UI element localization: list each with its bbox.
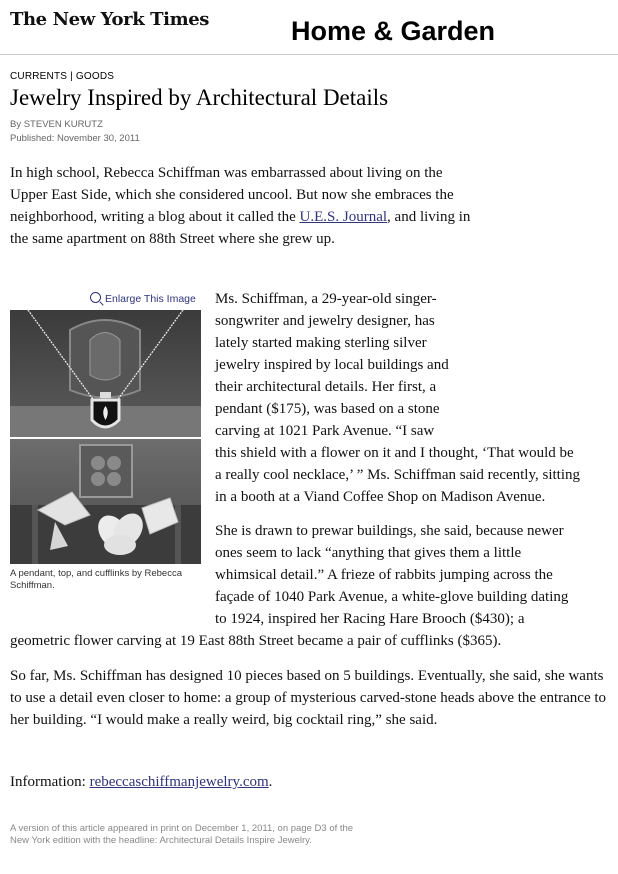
nyt-logo[interactable]: The New York Times	[10, 9, 210, 30]
article-kicker: CURRENTS | GOODS	[10, 71, 115, 82]
paragraph-line: songwriter and jewelry designer, has	[215, 313, 435, 329]
paragraph-1	[10, 162, 480, 250]
zoom-icon	[90, 292, 101, 303]
paragraph-line: their architectural details. Her first, a	[215, 379, 437, 395]
enlarge-image-link[interactable]	[90, 292, 196, 305]
paragraph-line: pendant ($175), was based on a stone	[215, 401, 440, 417]
paragraph-line: Ms. Schiffman, a 29-year-old singer-	[215, 291, 437, 307]
paragraph-line: to 1924, inspired her Racing Hare Brooch ($430); a	[215, 611, 525, 627]
paragraph-line: this shield with a flower on it and I thought, ‘That would be	[215, 445, 574, 461]
paragraph-4: So far, Ms. Schiffman has designed 10 pieces based on 5 buildings. Eventually, she said, she wants to use a detail even closer to home: a group of mysterious carved-stone heads above the entrance to her building. “I would make a really weird, big cocktail ring,” she said.	[10, 668, 607, 728]
paragraph-line: lately started making sterling silver	[215, 335, 427, 351]
paragraph-line: carving at 1021 Park Avenue. “I saw	[215, 423, 435, 439]
paragraph-line: ones seem to lack “anything that gives them a little	[215, 545, 522, 561]
photo-caption: A pendant, top, and cufflinks by Rebecca Schiffman.	[10, 568, 182, 591]
article-photo[interactable]	[10, 310, 201, 564]
print-version-note: A version of this article appeared in print on December 1, 2011, on page D3 of the New York edition with the headline: Architectural Details Inspire Jewelry.	[10, 823, 354, 846]
jewelry-site-link[interactable]: rebeccaschiffmanjewelry.com	[89, 774, 269, 790]
paragraph-line: jewelry inspired by local buildings and	[215, 357, 449, 373]
paragraph-3-tail: geometric flower carving at 19 East 88th Street became a pair of cufflinks ($365).	[10, 633, 502, 649]
paragraph-line: in a booth at a Viand Coffee Shop on Madison Avenue.	[215, 489, 546, 505]
information-label: Information:	[10, 774, 90, 790]
masthead	[0, 0, 618, 55]
paragraph-1-end: , and living in the same apartment on 88th Street where she grew up.	[10, 209, 471, 247]
paragraph-line: façade of 1040 Park Avenue, a white-glove building dating	[215, 589, 569, 605]
paragraph-line: a really cool necklace,’ ” Ms. Schiffman said recently, sitting	[215, 467, 581, 483]
section-title[interactable]: Home & Garden	[291, 16, 496, 46]
publish-date: Published: November 30, 2011	[10, 133, 140, 144]
enlarge-image-label: Enlarge This Image	[105, 293, 196, 305]
paragraph-2	[215, 288, 615, 508]
paragraph-line: whimsical detail.” A frieze of rabbits jumping across the	[215, 567, 553, 583]
paragraph-line: She is drawn to prewar buildings, she said, because newer	[215, 523, 564, 539]
paragraph-5	[10, 771, 610, 793]
information-end: .	[268, 774, 273, 790]
article-headline: Jewelry Inspired by Architectural Details	[10, 85, 389, 110]
ues-journal-link[interactable]: U.E.S. Journal	[299, 209, 388, 225]
byline: By STEVEN KURUTZ	[10, 119, 103, 130]
paragraph-3	[215, 520, 615, 630]
paragraph-1-text: In high school, Rebecca Schiffman was embarrassed about living on the Upper East Side, which she considered uncool. But now she embraces the neighborhood, writing a blog about it called the	[10, 165, 454, 225]
